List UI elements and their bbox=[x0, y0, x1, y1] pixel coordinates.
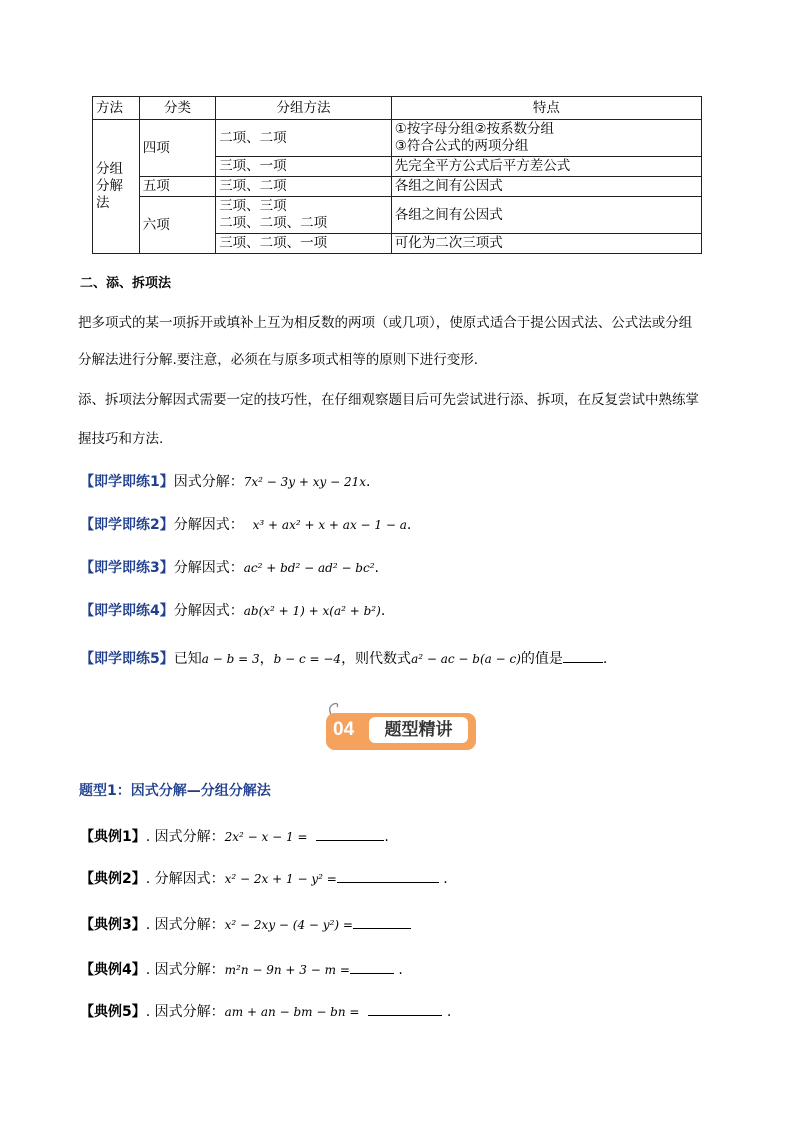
exercise-text: 分解因式： bbox=[173, 603, 244, 619]
example-math: x² − 2x + 1 − y² = bbox=[224, 872, 337, 886]
table-row bbox=[93, 197, 702, 234]
exercise-math: x³ + ax² + x + ax − 1 − a bbox=[252, 518, 407, 532]
grouping-cell: 二项、二项 bbox=[216, 120, 392, 157]
example-tag: 【典例3】 bbox=[80, 917, 146, 933]
grouping-line: 三项、三项 bbox=[219, 198, 287, 214]
grouping-method-table bbox=[92, 96, 702, 254]
paragraph-line: 握技巧和方法. bbox=[78, 431, 164, 447]
feature-cell: 可化为二次三项式 bbox=[391, 234, 701, 254]
example-math: x² − 2xy − (4 − y²) = bbox=[224, 918, 353, 932]
category-five: 五项 bbox=[139, 177, 215, 197]
answer-blank[interactable] bbox=[316, 828, 384, 841]
paragraph-line: 添、拆项法分解因式需要一定的技巧性，在仔细观察题目后可先尝试进行添、拆项，在反复尝试中熟练掌 bbox=[78, 392, 699, 408]
header-category: 分类 bbox=[139, 97, 215, 120]
exercise-tag: 【即学即练2】 bbox=[80, 517, 174, 533]
table-header-row bbox=[93, 97, 702, 120]
exercise-item bbox=[80, 514, 411, 534]
example-end: . bbox=[443, 871, 448, 887]
header-feature: 特点 bbox=[391, 97, 701, 120]
example-item bbox=[80, 868, 448, 888]
example-tag: 【典例4】 bbox=[80, 962, 146, 978]
exercise-math: a − b = 3 bbox=[201, 652, 260, 666]
header-method: 方法 bbox=[93, 97, 140, 120]
method-cell: 分组分解法 bbox=[93, 120, 140, 254]
answer-blank[interactable] bbox=[350, 961, 394, 974]
exercise-end: . bbox=[374, 560, 379, 576]
example-item bbox=[80, 826, 389, 846]
exercise-math: 7x² − 3y + xy − 21x bbox=[243, 475, 367, 489]
exercise-item bbox=[80, 557, 379, 577]
grouping-cell: 三项、一项 bbox=[216, 157, 392, 177]
example-math: 2x² − x − 1 = bbox=[224, 830, 308, 844]
example-item bbox=[80, 914, 411, 934]
example-text: . 因式分解： bbox=[145, 917, 225, 933]
example-end: . bbox=[384, 829, 389, 845]
example-text: . 因式分解： bbox=[145, 962, 225, 978]
answer-blank[interactable] bbox=[368, 1003, 442, 1016]
answer-blank[interactable] bbox=[353, 916, 411, 929]
example-math: m²n − 9n + 3 − m = bbox=[224, 963, 350, 977]
exercise-text: 因式分解： bbox=[173, 474, 244, 490]
exercise-item bbox=[80, 471, 370, 491]
exercise-tag: 【即学即练1】 bbox=[80, 474, 174, 490]
exercise-tag: 【即学即练4】 bbox=[80, 603, 174, 619]
feature-line: ③符合公式的两项分组 bbox=[394, 138, 529, 154]
feature-cell bbox=[391, 120, 701, 157]
exercise-end: . bbox=[602, 651, 608, 667]
example-text: . 因式分解： bbox=[145, 829, 225, 845]
category-six: 六项 bbox=[139, 197, 215, 254]
grouping-cell: 三项、二项 bbox=[216, 177, 392, 197]
table-row bbox=[93, 177, 702, 197]
feature-line: ①按字母分组②按系数分组 bbox=[394, 121, 555, 137]
header-grouping: 分组方法 bbox=[216, 97, 392, 120]
exercise-math: ab(x² + 1) + x(a² + b²) bbox=[243, 604, 381, 618]
exercise-text: 分解因式： bbox=[173, 560, 244, 576]
exercise-end: . bbox=[380, 603, 386, 619]
feature-cell: 各组之间有公因式 bbox=[391, 197, 701, 234]
exercise-tag: 【即学即练3】 bbox=[80, 560, 174, 576]
grouping-line: 二项、二项、二项 bbox=[219, 215, 328, 231]
paragraph-line: 把多项式的某一项拆开或填补上互为相反数的两项（或几项），使原式适合于提公因式法、公式法或分组 bbox=[78, 315, 693, 331]
example-tag: 【典例1】 bbox=[80, 829, 146, 845]
badge-label: 题型精讲 bbox=[369, 717, 468, 743]
example-item bbox=[80, 1001, 451, 1021]
section-badge bbox=[326, 710, 476, 750]
exercise-end: . bbox=[406, 517, 412, 533]
grouping-cell bbox=[216, 197, 392, 234]
paragraph-line: 分解法进行分解.要注意，必须在与原多项式相等的原则下进行变形. bbox=[78, 352, 479, 368]
answer-blank[interactable] bbox=[337, 870, 439, 883]
exercise-item bbox=[80, 600, 385, 620]
badge-number: 04 bbox=[333, 719, 355, 740]
exercise-text: 已知 bbox=[173, 651, 202, 667]
grouping-cell: 三项、二项、一项 bbox=[216, 234, 392, 254]
category-four: 四项 bbox=[139, 120, 215, 177]
exercise-text: ，则代数式 bbox=[341, 651, 412, 667]
example-text: . 分解因式： bbox=[145, 871, 225, 887]
exercise-math: a² − ac − b(a − c) bbox=[411, 652, 521, 666]
example-tag: 【典例5】 bbox=[80, 1004, 146, 1020]
example-end: . bbox=[446, 1004, 452, 1020]
exercise-math: b − c = −4 bbox=[273, 652, 342, 666]
feature-cell: 先完全平方公式后平方差公式 bbox=[391, 157, 701, 177]
exercise-tag: 【即学即练5】 bbox=[80, 651, 174, 667]
feature-cell: 各组之间有公因式 bbox=[391, 177, 701, 197]
topic-title: 题型1：因式分解—分组分解法 bbox=[79, 783, 271, 799]
example-math: am + an − bm − bn = bbox=[224, 1005, 360, 1019]
example-item bbox=[80, 959, 403, 979]
example-text: . 因式分解： bbox=[145, 1004, 225, 1020]
example-tag: 【典例2】 bbox=[80, 871, 146, 887]
exercise-math: ac² + bd² − ad² − bc² bbox=[243, 561, 375, 575]
exercise-item bbox=[80, 648, 607, 668]
exercise-text: 的值是 bbox=[520, 651, 563, 667]
exercise-sep: ， bbox=[259, 651, 274, 667]
example-end: . bbox=[398, 962, 403, 978]
exercise-end: . bbox=[366, 474, 371, 490]
section-heading: 二、添、拆项法 bbox=[80, 276, 172, 291]
exercise-text: 分解因式： bbox=[173, 517, 244, 533]
answer-blank[interactable] bbox=[563, 650, 603, 663]
table-row bbox=[93, 120, 702, 157]
